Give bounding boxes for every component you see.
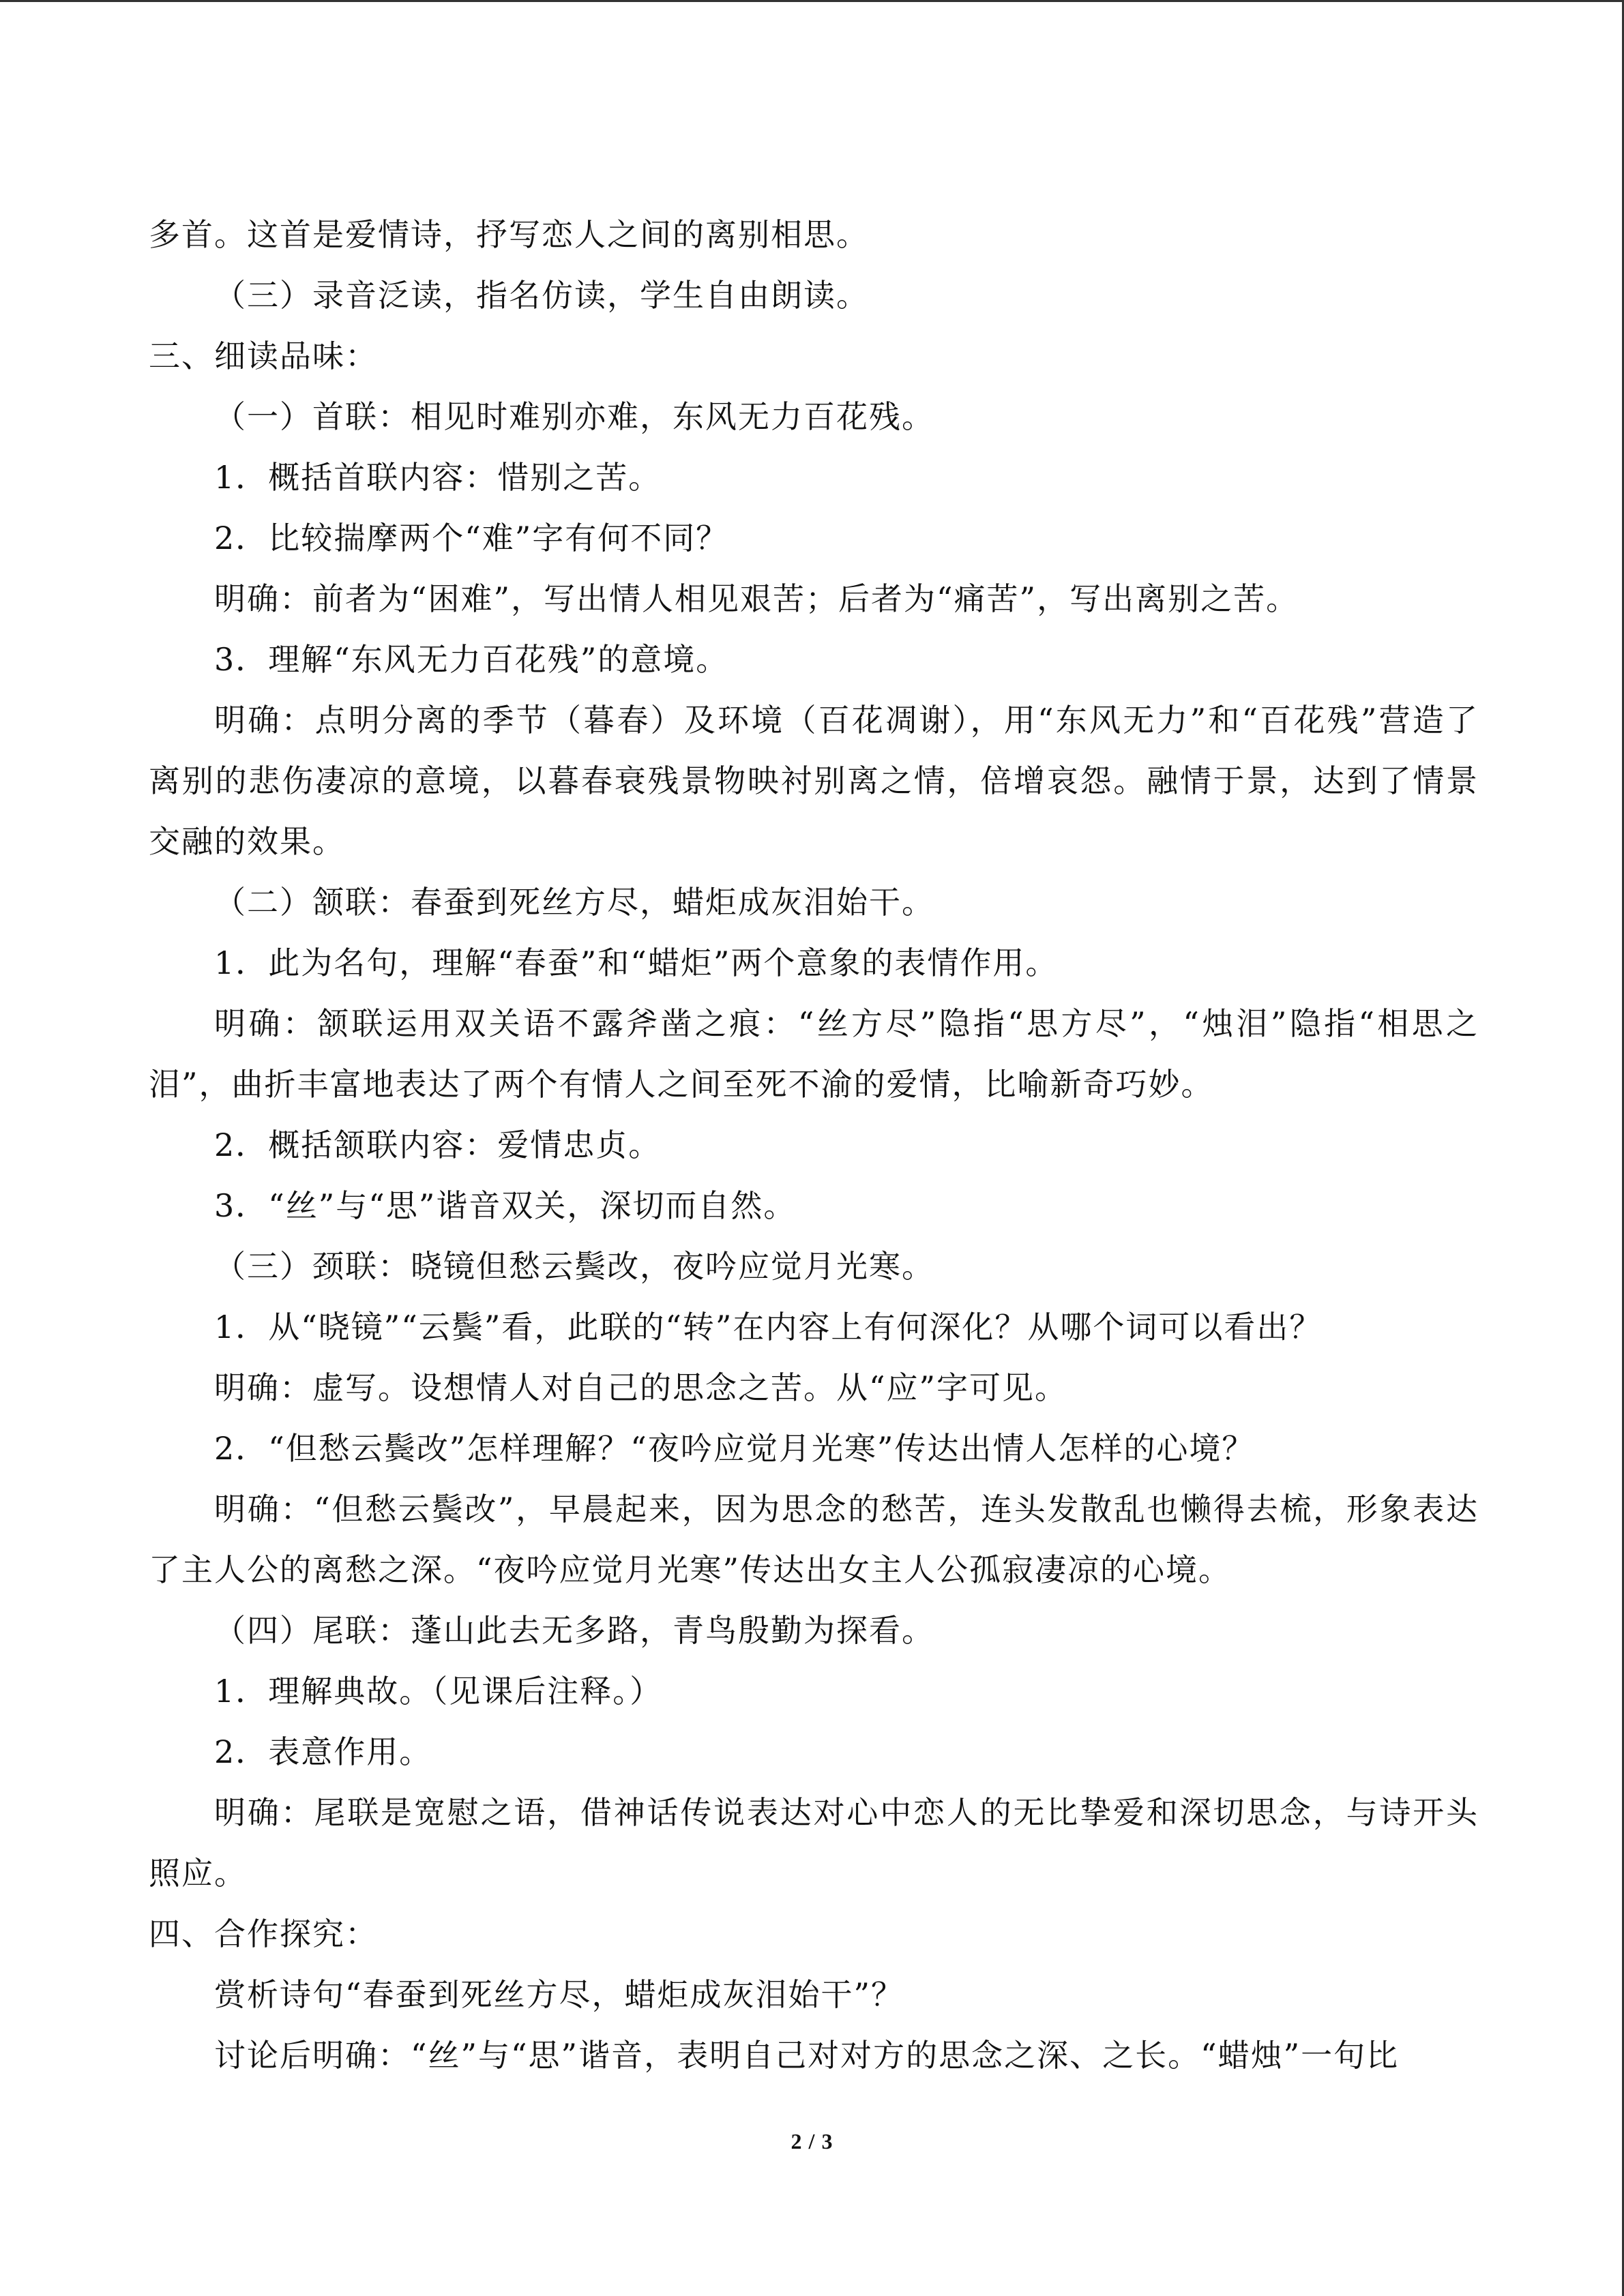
paragraph: 1．概括首联内容：惜别之苦。: [214, 459, 662, 496]
paragraph: 1．从“晓镜”“云鬓”看，此联的“转”在内容上有何深化？从哪个词可以看出？: [214, 1309, 1323, 1345]
paragraph: 2．表意作用。: [214, 1733, 432, 1770]
paragraph: 明确：点明分离的季节（暮春）及环境（百花凋谢），用“东风无力”和“百花残”营造了离别的悲伤凄凉的意境，以暮春衰残景物映衬别离之情，倍增哀怨。融情于景，达到了情景交融的效果。: [149, 702, 1479, 860]
document-body: [149, 205, 1479, 2086]
paragraph: （三）录音泛读，指名仿读，学生自由朗读。: [214, 277, 869, 314]
paragraph: 2．比较揣摩两个“难”字有何不同？: [214, 520, 729, 556]
paragraph: （二）颔联：春蚕到死丝方尽，蜡炬成灰泪始干。: [214, 884, 934, 921]
paragraph: 四、合作探究：: [149, 1915, 378, 1952]
paragraph: 明确：前者为“困难”，写出情人相见艰苦；后者为“痛苦”，写出离别之苦。: [214, 580, 1299, 617]
paragraph: （一）首联：相见时难别亦难，东风无力百花残。: [214, 398, 934, 435]
paragraph: 讨论后明确：“丝”与“思”谐音，表明自己对对方的思念之深、之长。“蜡烛”一句比: [214, 2037, 1400, 2074]
paragraph: 3．“丝”与“思”谐音双关，深切而自然。: [214, 1187, 797, 1224]
paragraph: 2．概括颔联内容：爱情忠贞。: [214, 1127, 662, 1163]
paragraph: 1．理解典故。（见课后注释。）: [214, 1673, 663, 1710]
paragraph: （三）颈联：晓镜但愁云鬓改，夜吟应觉月光寒。: [214, 1248, 934, 1285]
paragraph: 三、细读品味：: [149, 338, 378, 374]
paragraph: 3．理解“东风无力百花残”的意境。: [214, 641, 729, 678]
page-number: 2 / 3: [791, 2129, 833, 2153]
paragraph: 明确：颔联运用双关语不露斧凿之痕：“丝方尽”隐指“思方尽”，“烛泪”隐指“相思之泪”，曲折丰富地表达了两个有情人之间至死不渝的爱情，比喻新奇巧妙。: [149, 1005, 1479, 1103]
paragraph: 多首。这首是爱情诗，抒写恋人之间的离别相思。: [149, 216, 869, 253]
paragraph: 2．“但愁云鬓改”怎样理解？“夜吟应觉月光寒”传达出情人怎样的心境？: [214, 1430, 1255, 1467]
paragraph: 1．此为名句，理解“春蚕”和“蜡炬”两个意象的表情作用。: [214, 944, 1059, 981]
paragraph: 明确：虚写。设想情人对自己的思念之苦。从“应”字可见。: [214, 1369, 1068, 1406]
paragraph: 明确：“但愁云鬓改”，早晨起来，因为思念的愁苦，连头发散乱也懒得去梳，形象表达了主人公的离愁之深。“夜吟应觉月光寒”传达出女主人公孤寂凄凉的心境。: [149, 1491, 1479, 1588]
paragraph: 赏析诗句“春蚕到死丝方尽，蜡炬成灰泪始干”？: [214, 1976, 904, 2013]
paragraph: 明确：尾联是宽慰之语，借神话传说表达对心中恋人的无比挚爱和深切思念，与诗开头照应。: [149, 1794, 1479, 1892]
paragraph: （四）尾联：蓬山此去无多路，青鸟殷勤为探看。: [214, 1612, 934, 1649]
